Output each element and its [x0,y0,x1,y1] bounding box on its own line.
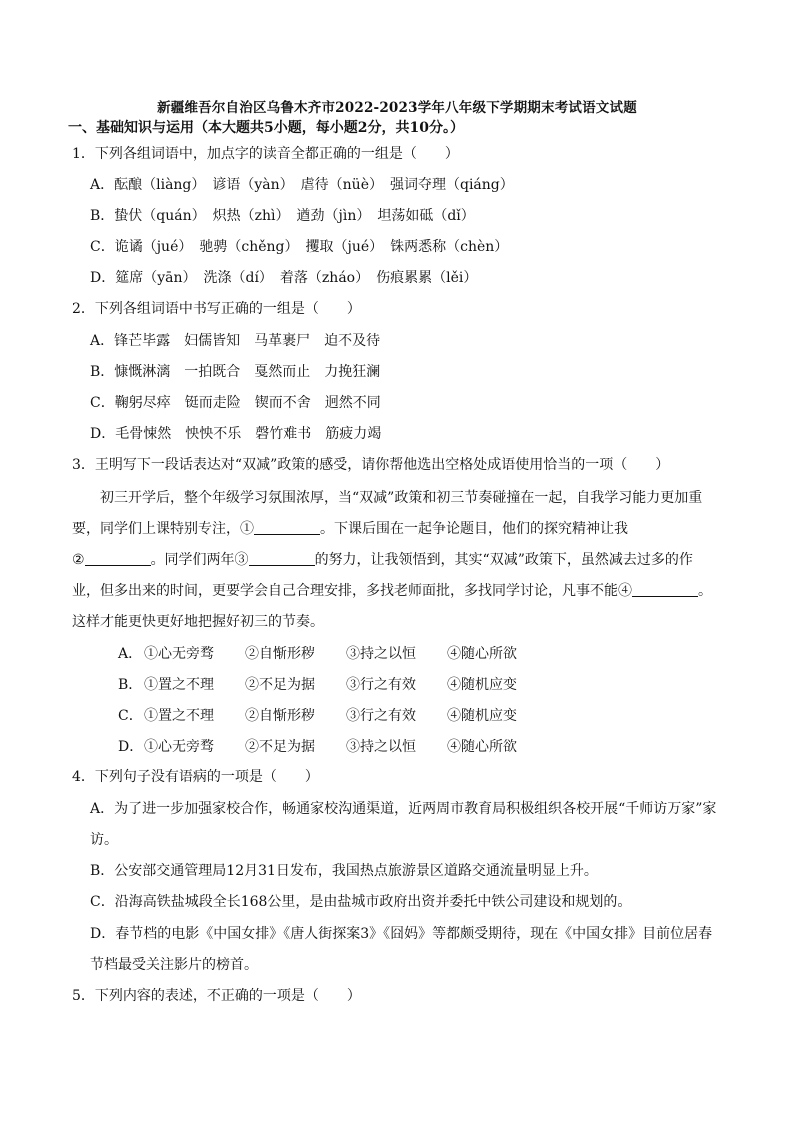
q4-option-d-line-2: 节档最受关注影片的榜首。 [90,957,258,973]
q3-text: 。同学们两年③ [150,552,249,568]
q4-option-a-line-1: A．为了进一步加强家校合作，畅通家校沟通渠道，近两周市教育局积极组织各校开展“千师访万家”家 [90,801,717,817]
q3-text: 的努力，让我领悟到，其实“双减”政策下，虽然减去过多的作 [314,552,693,568]
option-cell: ①置之不理 [144,677,214,693]
option-cell: ④随心所欲 [447,739,517,755]
option-cell: ④随机应变 [447,708,517,724]
q1-option-a: A．酝酿（liàng） 谚语（yàn） 虐待（nüè） 强词夺理（qiáng） [90,177,514,193]
option-letter: C． [118,708,143,724]
blank-4 [632,582,698,597]
q3-text: 。 [698,583,712,599]
section-heading: 一、基础知识与运用（本大题共5小题，每小题2分，共10分。） [68,120,464,136]
option-cell: ①心无旁骛 [144,739,214,755]
option-cell: ②自惭形秽 [245,646,315,662]
q1-option-c: C．诡谲（jué） 驰骋（chěng） 攫取（jué） 铢两悉称（chèn） [90,239,509,255]
option-cell: ④随心所欲 [447,646,517,662]
option-cell: ③持之以恒 [346,646,416,662]
q3-text: 要，同学们上课特别专注，① [72,521,254,537]
q3-passage-line-4 [72,581,712,601]
q1-option-b: B．蛰伏（quán） 炽热（zhì） 遒劲（jìn） 坦荡如砥（dǐ） [90,208,475,224]
q4-option-a-line-2: 访。 [90,832,118,848]
q3-passage-line-5: 这样才能更快更好地把握好初三的节奏。 [72,614,324,630]
q3-passage-line-3 [72,550,693,570]
question-2-stem: 2．下列各组词语中书写正确的一组是（ ） [72,301,361,317]
q3-option-a [118,644,517,664]
option-cell: ②不足为据 [245,677,315,693]
option-letter: B． [118,677,143,693]
option-letter: A． [118,646,143,662]
blank-3 [249,551,315,566]
q3-text: 。下课后围在一起争论题目，他们的探究精神让我 [320,521,628,537]
q3-text: 业，但多出来的时间，更要学会自己合理安排，多找老师面批，多找同学讨论，凡事不能④ [72,583,632,599]
question-5-stem: 5．下列内容的表述，不正确的一项是（ ） [72,988,361,1004]
blank-1 [254,520,320,535]
q1-option-d: D．筵席（yān） 洗涤（dí） 着落（zháo） 伤痕累累（lěi） [90,270,478,286]
option-letter: D． [118,739,144,755]
option-cell: ④随机应变 [447,677,517,693]
q3-passage-line-1: 初三开学后，整个年级学习氛围浓厚，当“双减”政策和初三节奏碰撞在一起，自我学习能力更加重 [100,490,703,506]
q4-option-c: C．沿海高铁盐城段全长168公里，是由盐城市政府出资并委托中铁公司建设和规划的。 [90,894,632,910]
question-3-stem: 3．王明写下一段话表达对“双减”政策的感受，请你帮他选出空格处成语使用恰当的一项（ ） [72,457,670,473]
q3-option-d [118,737,517,757]
option-cell: ①心无旁骛 [144,646,214,662]
option-cell: ③行之有效 [346,677,416,693]
q3-option-c [118,706,517,726]
q4-option-d-line-1: D．春节档的电影《中国女排》《唐人街探案3》《囧妈》等都颇受期待，现在《中国女排》目前位居春 [90,926,713,942]
blank-2 [85,551,151,566]
question-1-stem: 1．下列各组词语中，加点字的读音全都正确的一组是（ ） [72,146,459,162]
q2-option-c: C．鞠躬尽瘁 铤而走险 锲而不舍 迥然不同 [90,395,381,411]
option-cell: ②自惭形秽 [245,708,315,724]
q4-option-b: B．公安部交通管理局12月31日发布，我国热点旅游景区道路交通流量明显上升。 [90,863,598,879]
question-4-stem: 4．下列句子没有语病的一项是（ ） [72,769,319,785]
q2-option-b: B．慷慨淋漓 一拍既合 戛然而止 力挽狂澜 [90,364,381,380]
q3-option-b [118,675,517,695]
option-cell: ①置之不理 [144,708,214,724]
q3-passage-line-2 [72,519,628,539]
q2-option-a: A．锋芒毕露 妇儒皆知 马革裹尸 迫不及待 [90,333,381,349]
q3-text: ② [72,552,85,568]
q2-option-d: D．毛骨悚然 怏怏不乐 磬竹难书 筋疲力竭 [90,426,382,442]
option-cell: ②不足为据 [245,739,315,755]
option-cell: ③行之有效 [346,708,416,724]
page-title: 新疆维吾尔自治区乌鲁木齐市2022-2023学年八年级下学期期末考试语文试题 [157,100,637,116]
option-cell: ③持之以恒 [346,739,416,755]
